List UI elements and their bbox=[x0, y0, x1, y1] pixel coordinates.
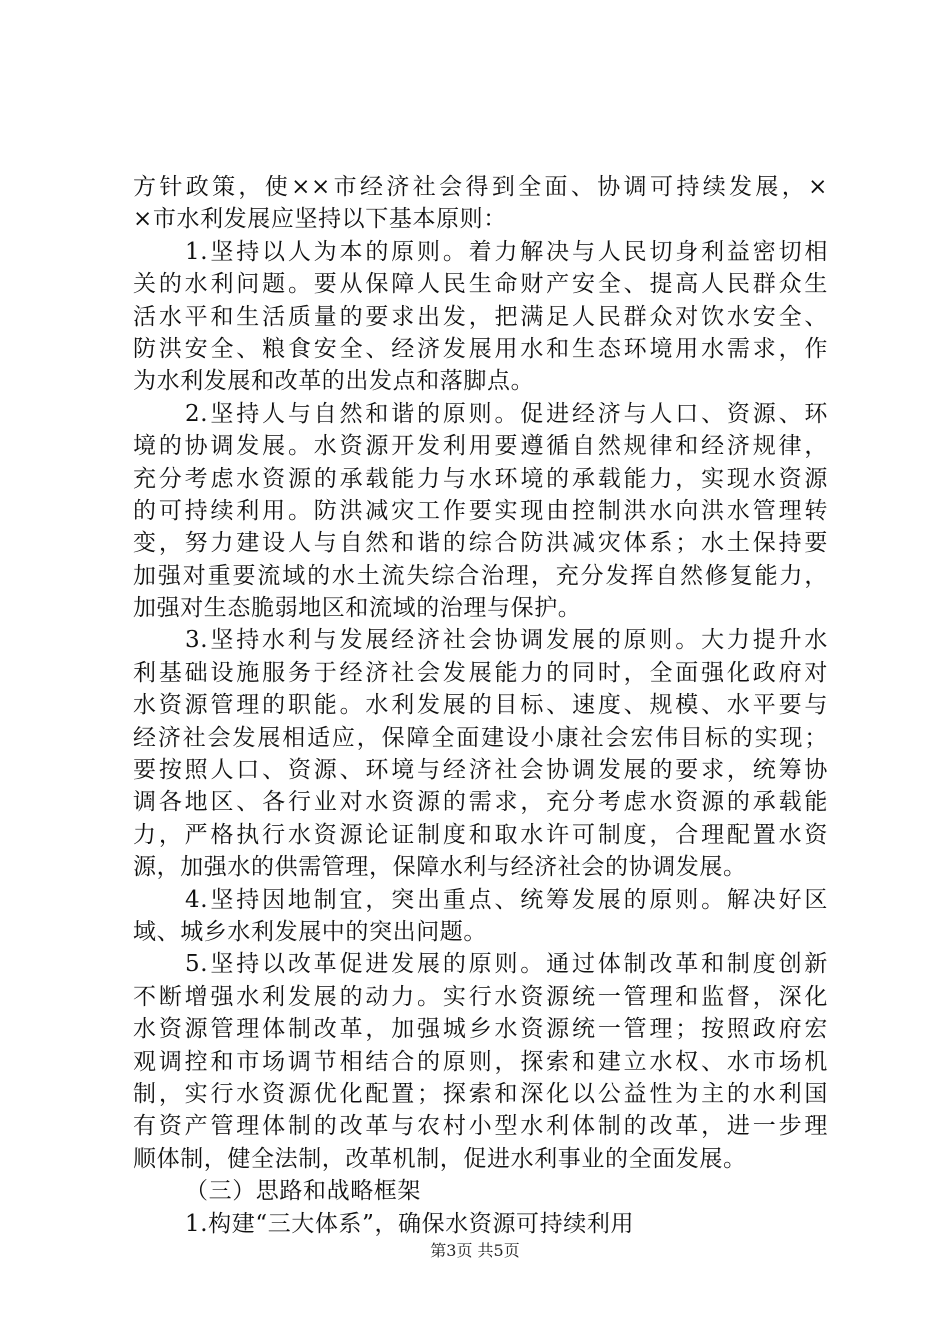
text-line: 观调控和市场调节相结合的原则，探索和建立水权、水市场机 bbox=[133, 1048, 828, 1075]
text-line: 水资源管理体制改革，加强城乡水资源统一管理；按照政府宏 bbox=[133, 1016, 828, 1043]
text-line: 4.坚持因地制宜，突出重点、统筹发展的原则。解决好区 bbox=[185, 886, 828, 913]
text-line: 力，严格执行水资源论证制度和取水许可制度，合理配置水资 bbox=[133, 821, 828, 848]
text-line: 加强对生态脆弱地区和流域的治理与保护。 bbox=[133, 595, 582, 622]
text-line: 水资源管理的职能。水利发展的目标、速度、规模、水平要与 bbox=[133, 692, 828, 719]
text-line: ×市水利发展应坚持以下基本原则： bbox=[133, 206, 507, 233]
text-line: 源，加强水的供需管理，保障水利与经济社会的协调发展。 bbox=[133, 854, 747, 881]
text-line: 经济社会发展相适应，保障全面建设小康社会宏伟目标的实现； bbox=[133, 724, 828, 751]
text-line: 境的协调发展。水资源开发利用要遵循自然规律和经济规律， bbox=[133, 433, 828, 460]
text-line: 充分考虑水资源的承载能力与水环境的承载能力，实现水资源 bbox=[133, 465, 828, 492]
text-line: 关的水利问题。要从保障人民生命财产安全、提高人民群众生 bbox=[133, 271, 828, 298]
text-line: 为水利发展和改革的出发点和落脚点。 bbox=[133, 368, 535, 395]
text-line: 调各地区、各行业对水资源的需求，充分考虑水资源的承载能 bbox=[133, 789, 828, 816]
text-line: 防洪安全、粮食安全、经济发展用水和生态环境用水需求，作 bbox=[133, 335, 828, 362]
document-body bbox=[133, 171, 828, 1240]
text-line: 方针政策，使××市经济社会得到全面、协调可持续发展，× bbox=[133, 174, 828, 200]
text-line: 的可持续利用。防洪减灾工作要实现由控制洪水向洪水管理转 bbox=[133, 497, 828, 524]
text-line: 活水平和生活质量的要求出发，把满足人民群众对饮水安全、 bbox=[133, 303, 828, 330]
text-line: 制，实行水资源优化配置；探索和深化以公益性为主的水利国 bbox=[133, 1080, 828, 1107]
text-line: 域、城乡水利发展中的突出问题。 bbox=[133, 918, 487, 945]
text-line: 变，努力建设人与自然和谐的综合防洪减灾体系；水土保持要 bbox=[133, 530, 828, 557]
text-line: 顺体制，健全法制，改革机制，促进水利事业的全面发展。 bbox=[133, 1145, 747, 1172]
text-line: 利基础设施服务于经济社会发展能力的同时，全面强化政府对 bbox=[133, 659, 828, 686]
text-line: 1.构建“三大体系”，确保水资源可持续利用 bbox=[185, 1210, 635, 1237]
page-footer: 第3页 共5页 bbox=[430, 1241, 520, 1260]
text-line: 有资产管理体制的改革与农村小型水利体制的改革，进一步理 bbox=[133, 1113, 828, 1140]
text-line: 2.坚持人与自然和谐的原则。促进经济与人口、资源、环 bbox=[185, 400, 828, 427]
text-line: 1.坚持以人为本的原则。着力解决与人民切身利益密切相 bbox=[185, 238, 828, 265]
text-line: 3.坚持水利与发展经济社会协调发展的原则。大力提升水 bbox=[185, 627, 828, 654]
text-line: 不断增强水利发展的动力。实行水资源统一管理和监督，深化 bbox=[133, 983, 828, 1010]
text-line: 要按照人口、资源、环境与经济社会协调发展的要求，统筹协 bbox=[133, 757, 828, 784]
text-line: 5.坚持以改革促进发展的原则。通过体制改革和制度创新 bbox=[185, 951, 828, 978]
text-line: 加强对重要流域的水土流失综合治理，充分发挥自然修复能力， bbox=[133, 562, 828, 589]
text-line: （三）思路和战略框架 bbox=[185, 1178, 421, 1205]
